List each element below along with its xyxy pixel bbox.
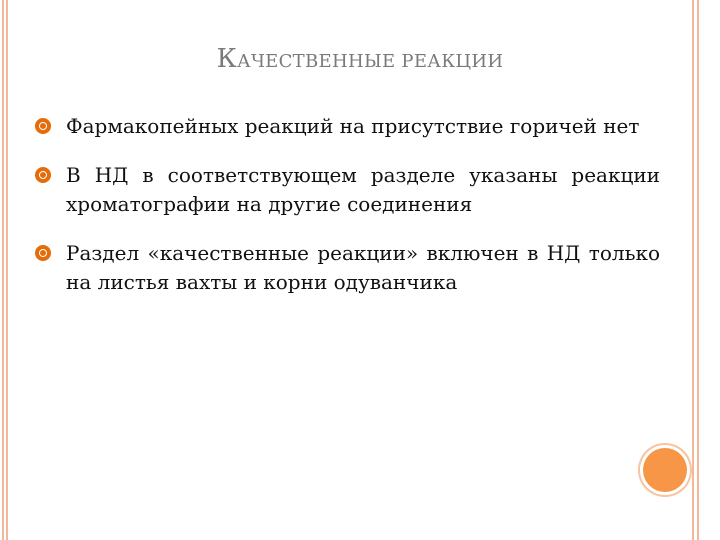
left-border-line-inner xyxy=(6,0,8,540)
bullet-text: Раздел «качественные реакции» включен в НД только на листья вахты и корни одуванчика xyxy=(66,241,660,294)
left-border-line xyxy=(2,0,4,540)
bullet-list xyxy=(35,112,660,317)
bullet-circle-icon xyxy=(35,167,51,183)
decorative-circle xyxy=(643,448,687,492)
bullet-item xyxy=(35,239,660,297)
bullet-item xyxy=(35,161,660,219)
bullet-text: В НД в соответствующем разделе указаны реакции хроматографии на другие соединения xyxy=(66,163,660,216)
bullet-circle-icon xyxy=(35,118,51,134)
title-first-letter: К xyxy=(216,44,238,74)
bullet-text: Фармакопейных реакций на присутствие горичей нет xyxy=(66,114,640,138)
bullet-circle-icon xyxy=(35,245,51,261)
right-border-line-inner xyxy=(697,0,699,540)
title-rest: АЧЕСТВЕННЫЕ РЕАКЦИИ xyxy=(237,51,504,72)
bullet-item xyxy=(35,112,660,141)
right-border-line xyxy=(692,0,694,540)
slide-title xyxy=(0,44,720,74)
